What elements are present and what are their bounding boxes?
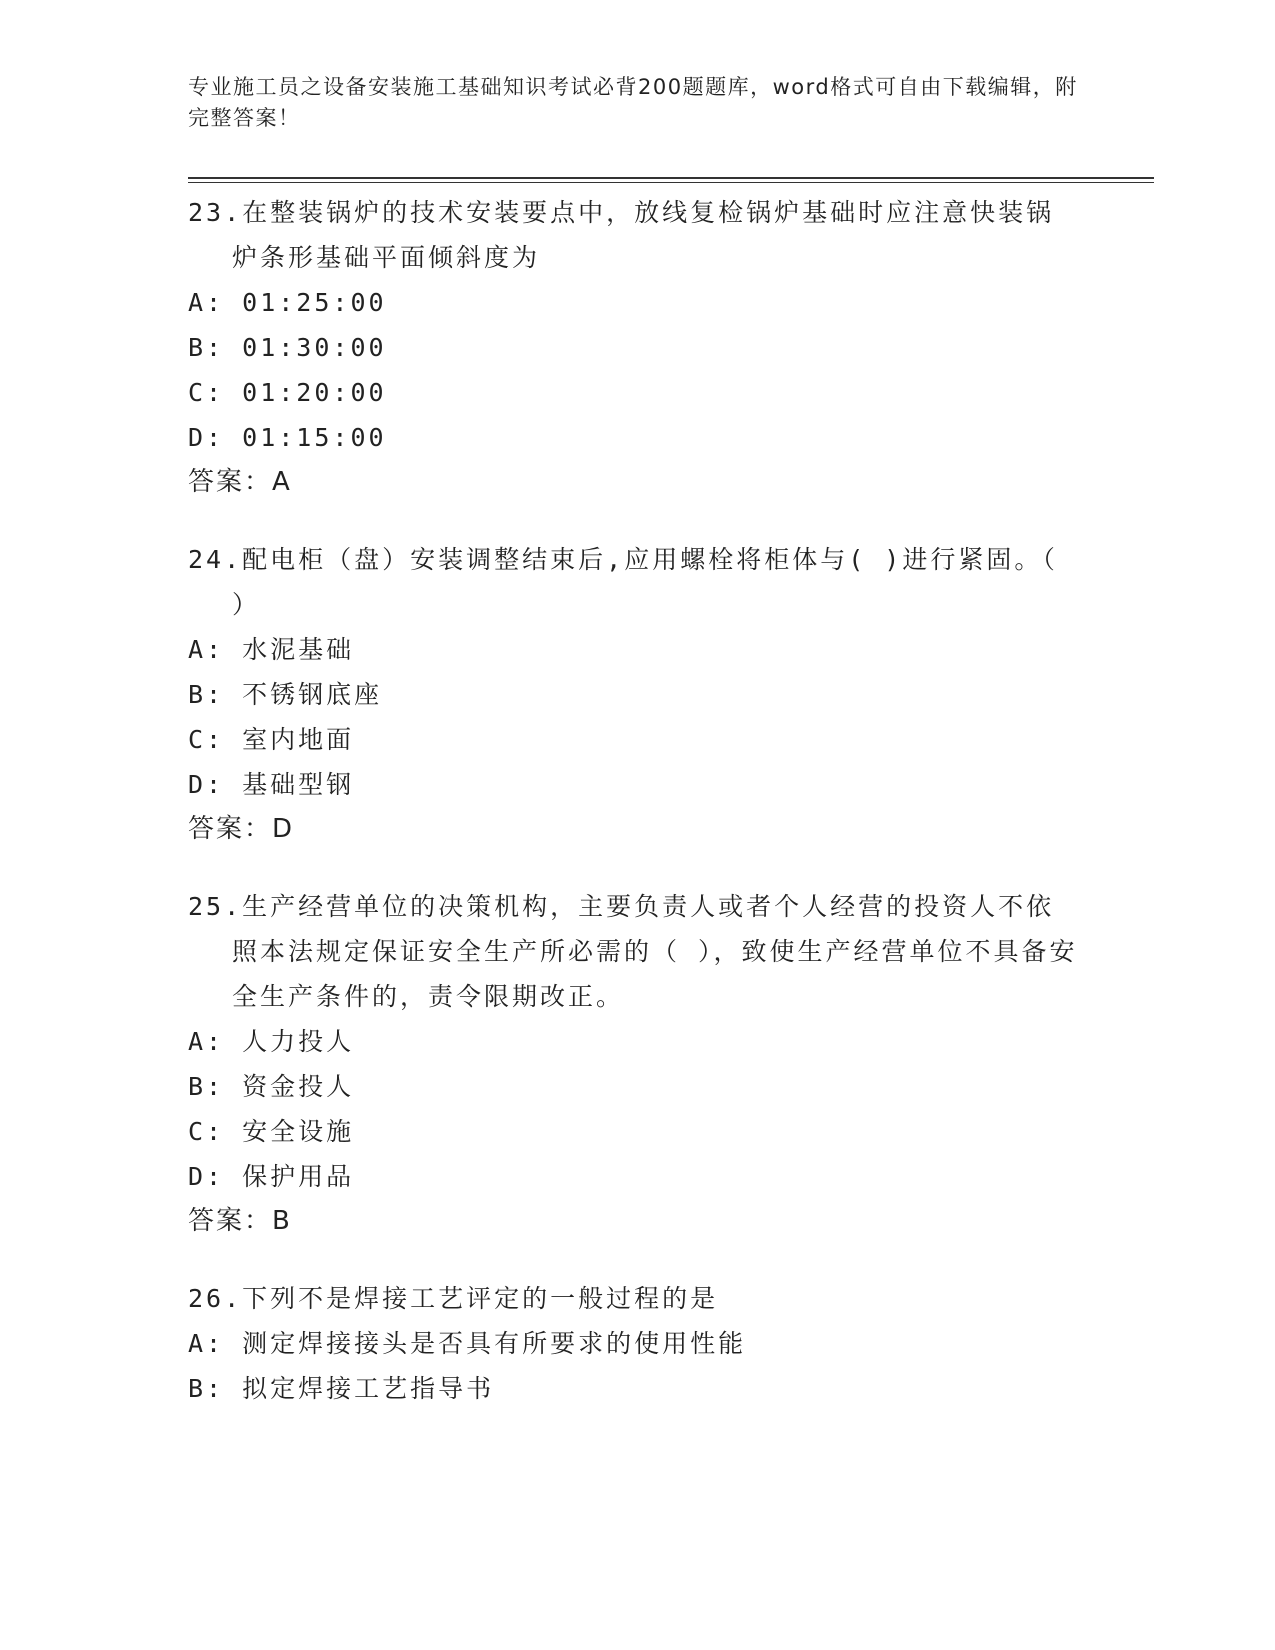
answer: 答案：B [188,1206,292,1236]
option-c: C: 室内地面 [188,725,355,754]
option-c: C: 安全设施 [188,1117,355,1146]
question-25 [188,884,1078,1244]
option-d: D: 01:15:00 [188,423,387,452]
header-rule-thick [188,177,1154,179]
question-text: 23.在整装锅炉的技术安装要点中，放线复检锅炉基础时应注意快装锅炉条形基础平面倾斜度为 [188,198,1055,272]
answer: 答案：A [188,467,292,497]
question-text: 25.生产经营单位的决策机构，主要负责人或者个人经营的投资人不依照本法规定保证安全生产所必需的（ ），致使生产经营单位不具备安全生产条件的，责令限期改正。 [188,892,1078,1011]
option-b: B: 不锈钢底座 [188,680,383,709]
option-a: A: 01:25:00 [188,288,387,317]
question-24 [188,537,1078,852]
question-list [188,190,1078,1443]
option-b: B: 01:30:00 [188,333,387,362]
question-text: 24.配电柜（盘）安装调整结束后,应用螺栓将柜体与( )进行紧固。（ ） [188,545,1058,619]
option-d: D: 基础型钢 [188,770,355,799]
option-a: A: 水泥基础 [188,635,355,664]
option-b: B: 资金投人 [188,1072,355,1101]
option-d: D: 保护用品 [188,1162,355,1191]
option-c: C: 01:20:00 [188,378,387,407]
document-header: 专业施工员之设备安装施工基础知识考试必背200题题库，word格式可自由下载编辑，附完整答案！ [188,75,1078,130]
option-a: A: 测定焊接接头是否具有所要求的使用性能 [188,1329,747,1358]
answer: 答案：D [188,814,295,844]
option-b: B: 拟定焊接工艺指导书 [188,1374,495,1403]
question-23 [188,190,1078,505]
question-26 [188,1276,1078,1411]
question-text: 26.下列不是焊接工艺评定的一般过程的是 [188,1284,719,1313]
option-a: A: 人力投人 [188,1027,355,1056]
header-rule-thin [188,182,1154,183]
